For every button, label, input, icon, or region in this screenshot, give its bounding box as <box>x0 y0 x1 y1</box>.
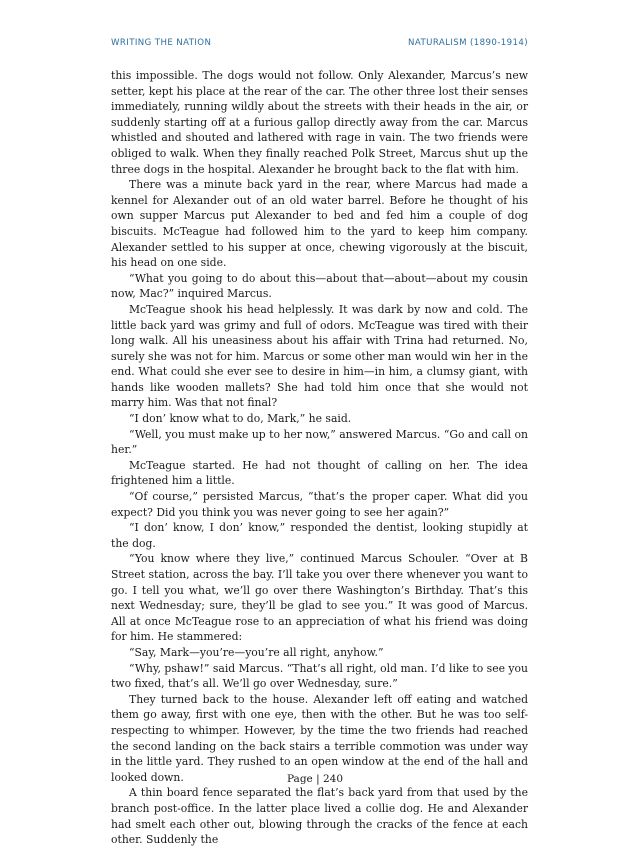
paragraph: “Why, pshaw!” said Marcus. “That’s all right, old man. I’d like to see you two fixed, that’s all. We’ll go over Wednesday, sure.” <box>111 661 528 691</box>
paragraph: They turned back to the house. Alexander left off eating and watched them go away, first with one eye, then with the other. But he was too self-respecting to whimper. However, by the time the two friends had reached the second landing on the back stairs a terrible commotion was under way in the little yard. They rushed to an open window at the end of the hall and looked down. <box>111 692 528 784</box>
paragraph: “I don’ know what to do, Mark,” he said. <box>129 412 352 426</box>
paragraph: “Well, you must make up to her now,” answered Marcus. “Go and call on her.” <box>111 427 528 457</box>
page-number: Page | 240 <box>286 773 344 785</box>
paragraph: A thin board fence separated the flat’s back yard from that used by the branch post-office. In the latter place lived a collie dog. He and Alexander had smelt each other out, blowing through the cracks of the fence at each other. Suddenly the <box>111 786 528 847</box>
header-section-title: NATURALISM (1890-1914) <box>408 38 528 48</box>
running-header <box>111 38 528 52</box>
paragraph: this impossible. The dogs would not follow. Only Alexander, Marcus’s new setter, kept his place at the rear of the car. The other three lost their senses immediately, running wildly about the streets with their heads in the air, or suddenly starting off at a furious gallop directly away from the car. Marcus whistled and shouted and lathered with rage in vain. The two friends were obliged to walk. When they finally reached Polk Street, Marcus shut up the three dogs in the hospital. Alexander he brought back to the flat with him. <box>111 69 528 176</box>
paragraph: There was a minute back yard in the rear, where Marcus had made a kennel for Alexander out of an old water barrel. Before he thought of his own supper Marcus put Alexander to bed and fed him a couple of dog biscuits. McTeague had followed him to the yard to keep him company. Alexander settled to his supper at once, chewing vigorously at the biscuit, his head on one side. <box>111 178 528 270</box>
paragraph: “Of course,” persisted Marcus, “that’s the proper caper. What did you expect? Did you think you was never going to see her again?” <box>111 490 528 519</box>
paragraph: McTeague shook his head helplessly. It was dark by now and cold. The little back yard was grimy and full of odors. McTeague was tired with their long walk. All his uneasiness about his affair with Trina had returned. No, surely she was not for him. Marcus or some other man would win her in the end. What could she ever see to desire in him—in him, a clumsy giant, with hands like wooden mallets? She had told him once that she would not marry him. Was that not final? <box>111 302 528 410</box>
header-book-title: WRITING THE NATION <box>111 38 212 48</box>
paragraph: “You know where they live,” continued Marcus Schouler. “Over at B Street station, across the bay. I’ll take you over there whenever you want to go. I tell you what, we’ll go over there Washington’s Birthday. That’s this next Wednesday; sure, they’ll be glad to see you.” It was good of Marcus. All at once McTeague rose to an appreciation of what his friend was doing for him. He stammered: <box>111 552 528 644</box>
paragraph: “Say, Mark—you’re—you’re all right, anyhow.” <box>129 645 384 659</box>
body-text <box>111 68 528 848</box>
paragraph: “I don’ know, I don’ know,” responded the dentist, looking stupidly at the dog. <box>111 521 528 550</box>
paragraph: McTeague started. He had not thought of calling on her. The idea frightened him a little. <box>111 458 528 488</box>
paragraph: “What you going to do about this—about that—about—about my cousin now, Mac?” inquired Marcus. <box>111 271 528 301</box>
